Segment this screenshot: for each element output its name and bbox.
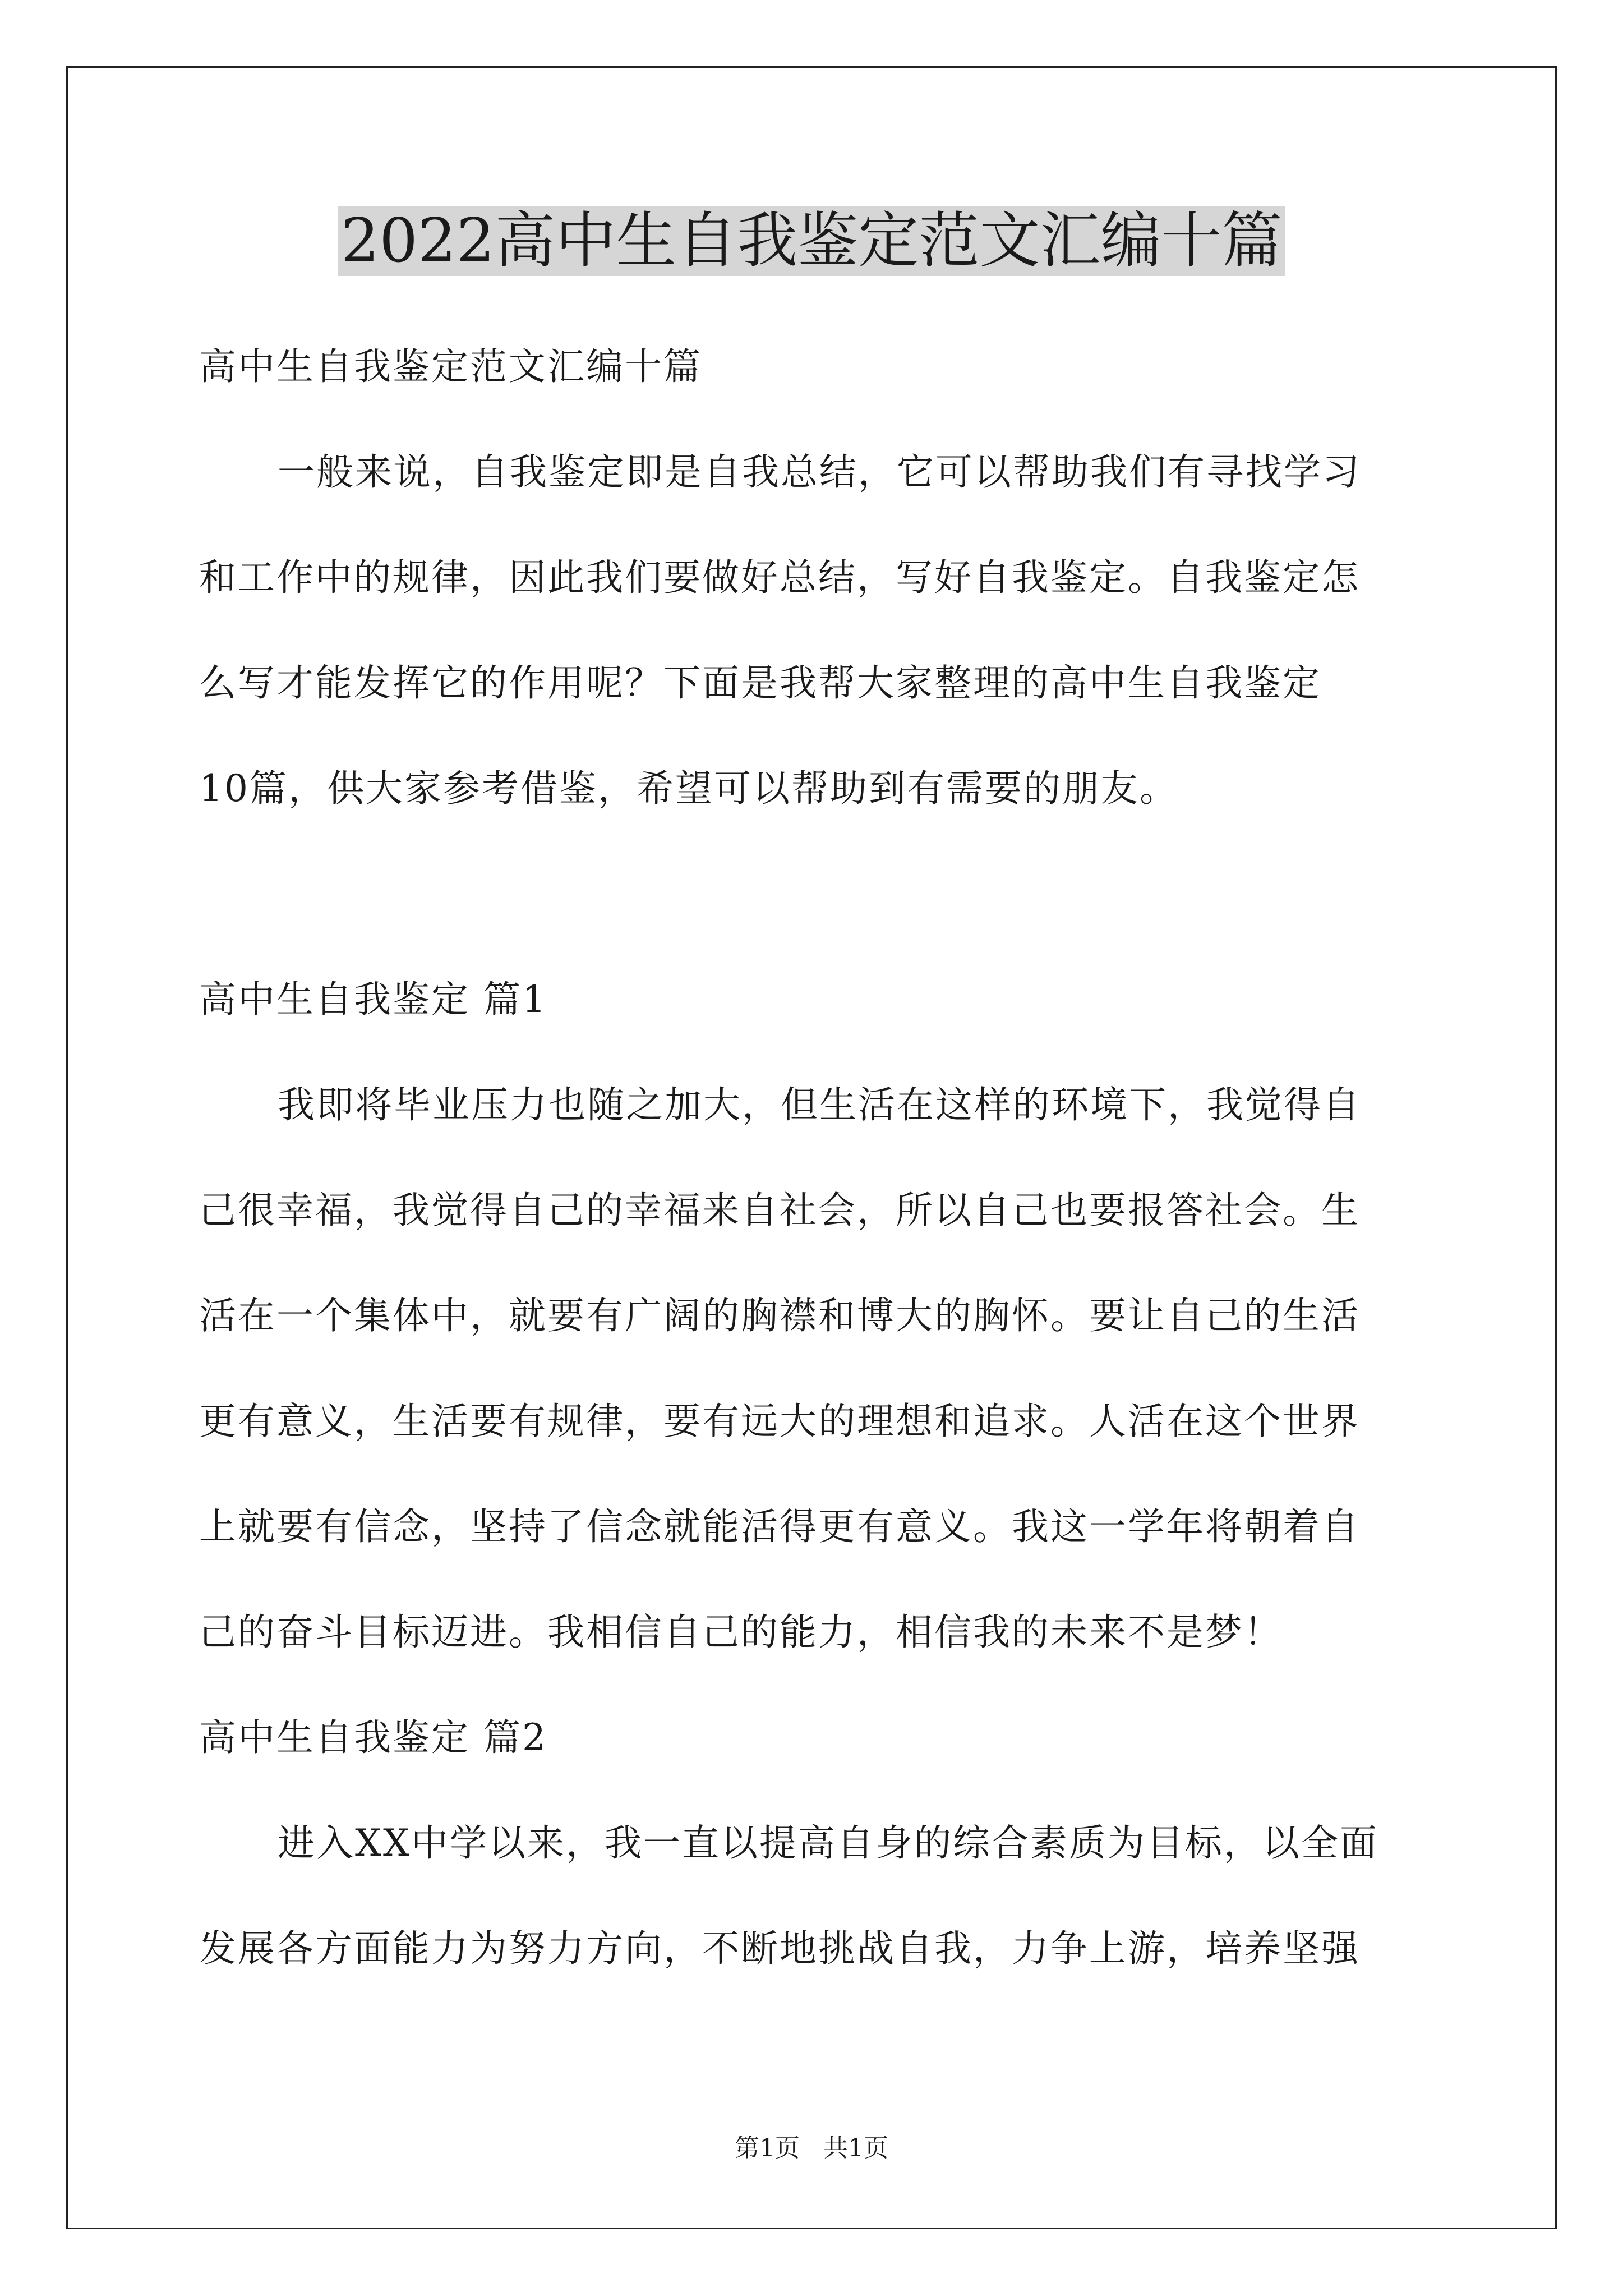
section-1-line-4: 更有意义，生活要有规律，要有远大的理想和追求。人活在这个世界 [199,1400,1360,1443]
document-title-text: 2022高中生自我鉴定范文汇编十篇 [338,206,1286,276]
intro-line-2: 和工作中的规律，因此我们要做好总结，写好自我鉴定。自我鉴定怎 [199,556,1360,599]
document-subtitle: 高中生自我鉴定范文汇编十篇 [199,345,702,388]
intro-line-1: 一般来说，自我鉴定即是自我总结，它可以帮助我们有寻找学习 [278,450,1361,494]
section-1-heading: 高中生自我鉴定 篇1 [199,978,547,1021]
paragraph-gap [199,841,1433,947]
section-1-line-5: 上就要有信念，坚持了信念就能活得更有意义。我这一学年将朝着自 [199,1505,1360,1548]
section-2-line-1: 进入XX中学以来，我一直以提高自身的综合素质为目标，以全面 [278,1821,1378,1865]
document-body [199,314,1433,2001]
intro-line-4: 10篇，供大家参考借鉴，希望可以帮助到有需要的朋友。 [199,767,1178,810]
section-2-heading: 高中生自我鉴定 篇2 [199,1716,547,1759]
section-1-line-3: 活在一个集体中，就要有广阔的胸襟和博大的胸怀。要让自己的生活 [199,1294,1360,1337]
document-title [0,202,1623,280]
section-2-line-2: 发展各方面能力为努力方向，不断地挑战自我，力争上游，培养坚强 [199,1927,1360,1970]
page-number-footer: 第1页 共1页 [735,2134,888,2162]
intro-line-3: 么写才能发挥它的作用呢？下面是我帮大家整理的高中生自我鉴定 [199,661,1321,705]
section-1-line-1: 我即将毕业压力也随之加大，但生活在这样的环境下，我觉得自 [278,1083,1361,1126]
section-1-line-6: 己的奋斗目标迈进。我相信自己的能力，相信我的未来不是梦！ [199,1611,1283,1654]
section-1-line-2: 己很幸福，我觉得自己的幸福来自社会，所以自己也要报答社会。生 [199,1189,1360,1232]
